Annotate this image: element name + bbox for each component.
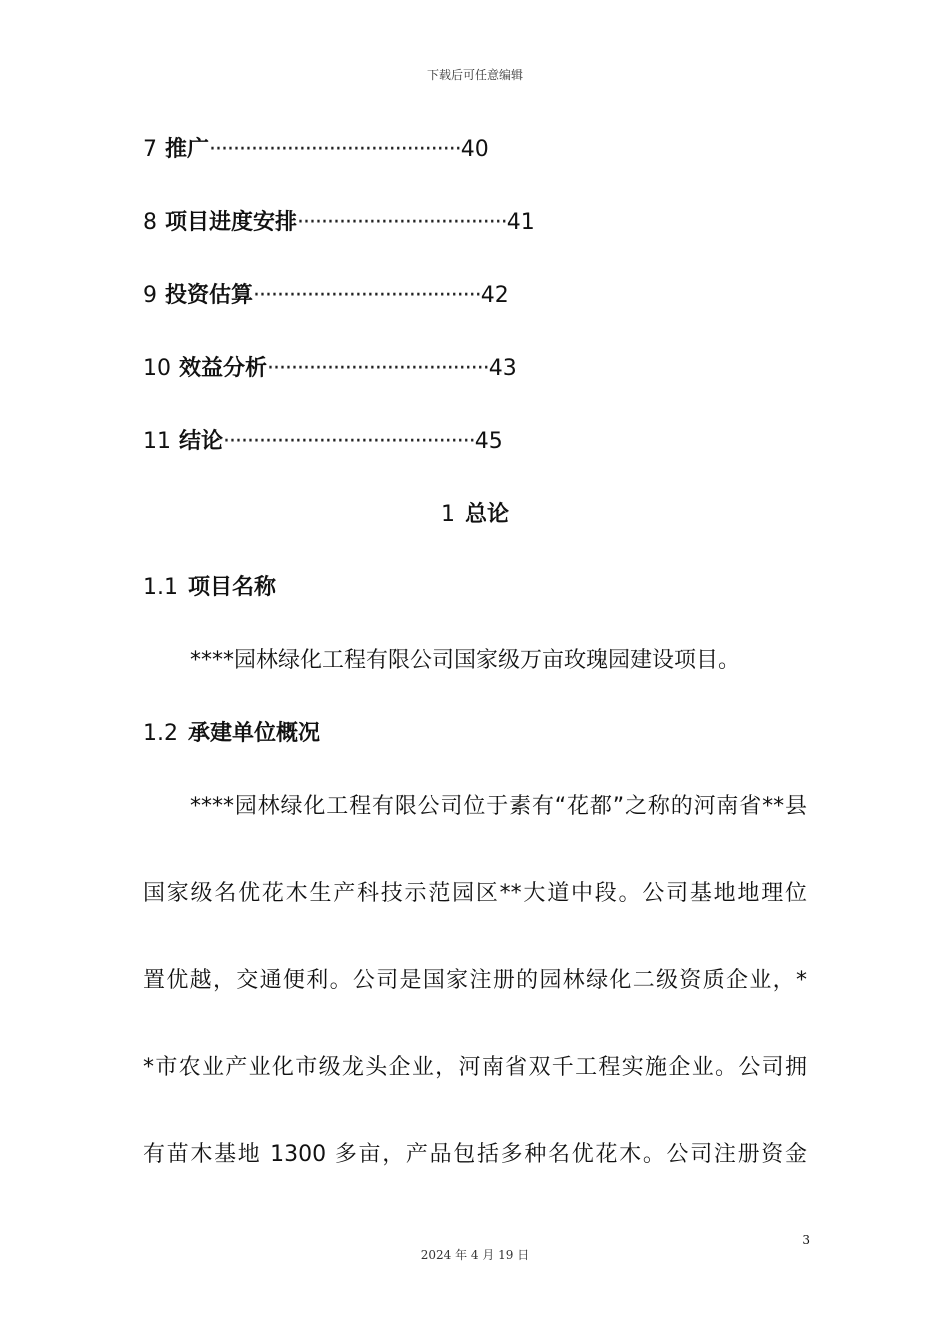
toc-entry-number: 7 [143,137,157,162]
toc-entry-page: 45 [474,429,503,454]
section-title: 项目名称 [188,575,277,600]
toc-entry-leader: ····································· [267,356,489,381]
page-number: 3 [802,1233,810,1247]
toc-entry-number: 8 [143,210,157,235]
section-number: 1.2 [143,721,178,746]
chapter-title: 总论 [464,502,509,527]
toc-entry-number: 11 [143,429,171,454]
toc-entry-page: 42 [480,283,509,308]
page-footer-date: 2024 年 4 月 19 日 [420,1248,530,1262]
toc-entry-title: 结论 [179,429,224,454]
paragraph-line: *市农业产业化市级龙头企业，河南省双千工程实施企业。公司拥 [143,1055,807,1080]
toc-entry[interactable] [143,351,535,424]
toc-entry[interactable] [143,205,535,278]
toc-entry-title: 项目进度安排 [165,210,298,235]
toc-entry-number: 10 [143,356,171,381]
toc-entry-page: 43 [488,356,517,381]
toc-entry-leader: ······································ [253,283,481,308]
section-heading [143,716,320,752]
section-heading [143,570,276,606]
toc-entry-page: 41 [506,210,535,235]
toc-entry[interactable] [143,424,535,497]
toc-entry[interactable] [143,132,535,205]
chapter-number: 1 [440,502,455,527]
paragraph-line: 有苗木基地 1300 多亩，产品包括多种名优花木。公司注册资金 [143,1142,807,1167]
toc-entry-title: 效益分析 [179,356,268,381]
paragraph-line: ****园林绿化工程有限公司位于素有“花都”之称的河南省**县 [190,794,807,819]
toc-entry-number: 9 [143,283,157,308]
toc-entry-title: 投资估算 [165,283,254,308]
section-title: 承建单位概况 [188,721,321,746]
paragraph-line: 国家级名优花木生产科技示范园区**大道中段。公司基地地理位 [143,881,807,906]
section-number: 1.1 [143,575,178,600]
table-of-contents [143,132,535,497]
page-header: 下载后可任意编辑 [426,68,523,82]
paragraph-project-name: ****园林绿化工程有限公司国家级万亩玫瑰园建设项目。 [190,648,741,673]
chapter-heading [0,497,950,533]
toc-entry-title: 推广 [165,137,210,162]
paragraph-line: 置优越，交通便利。公司是国家注册的园林绿化二级资质企业，* [143,968,807,993]
toc-entry-page: 40 [460,137,489,162]
toc-entry-leader: ·········································· [209,137,461,162]
toc-entry-leader: ·········································· [223,429,475,454]
toc-entry-leader: ··································· [297,210,507,235]
toc-entry[interactable] [143,278,535,351]
